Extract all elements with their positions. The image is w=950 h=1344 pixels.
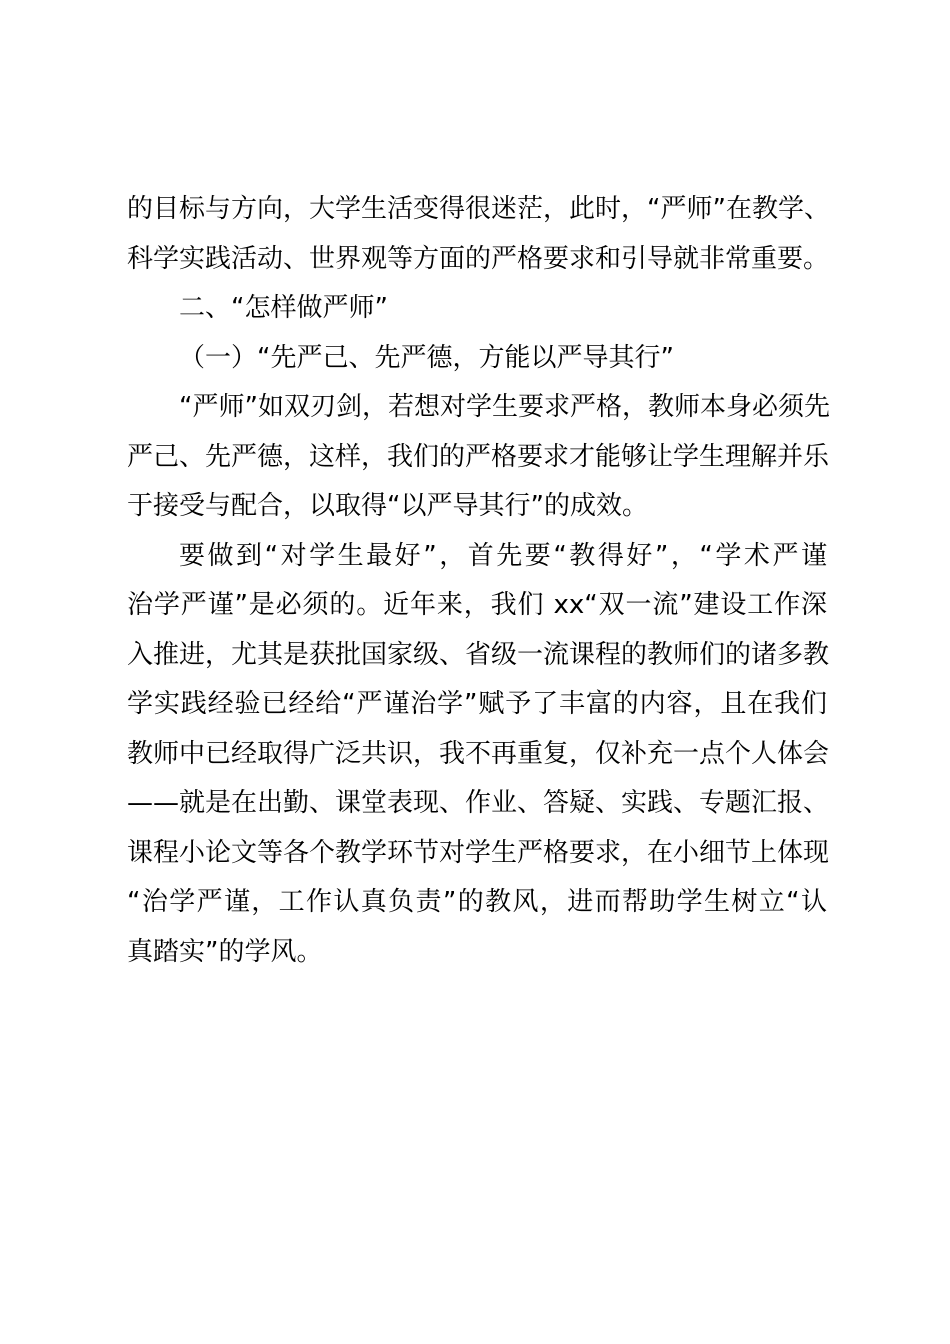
paragraph-line: 治学严谨”是必须的。近年来，我们 xx“双一流”建设工作深 xyxy=(127,590,827,620)
subsection-heading: （一）“先严己、先严德，方能以严导其行” xyxy=(179,342,674,373)
paragraph-line: “严师”如双刃剑，若想对学生要求严格，教师本身必须先 xyxy=(179,392,830,422)
paragraph-line: 学实践经验已经给“严谨治学”赋予了丰富的内容，且在我们 xyxy=(127,689,827,719)
paragraph-line: ——就是在出勤、课堂表现、作业、答疑、实践、专题汇报、 xyxy=(127,788,830,818)
paragraph-line: 真踏实”的学风。 xyxy=(127,936,323,967)
paragraph-line: 要做到“对学生最好”，首先要“教得好”，“学术严谨 xyxy=(179,540,827,571)
document-body xyxy=(127,185,830,977)
paragraph-line: “治学严谨，工作认真负责”的教风，进而帮助学生树立“认 xyxy=(127,887,827,917)
paragraph-line: 于接受与配合，以取得“以严导其行”的成效。 xyxy=(127,491,648,521)
paragraph-line: 教师中已经取得广泛共识，我不再重复，仅补充一点个人体会 xyxy=(127,738,830,769)
paragraph-line: 入推进，尤其是获批国家级、省级一流课程的教师们的诸多教 xyxy=(127,639,830,670)
paragraph-line: 课程小论文等各个教学环节对学生严格要求，在小细节上体现 xyxy=(127,837,830,868)
paragraph-line: 严己、先严德，这样，我们的严格要求才能够让学生理解并乐 xyxy=(127,441,830,472)
paragraph-line: 科学实践活动、世界观等方面的严格要求和引导就非常重要。 xyxy=(127,243,830,274)
section-heading: 二、“怎样做严师” xyxy=(179,293,388,323)
paragraph-line: 的目标与方向，大学生活变得很迷茫，此时，“严师”在教学、 xyxy=(127,194,830,224)
